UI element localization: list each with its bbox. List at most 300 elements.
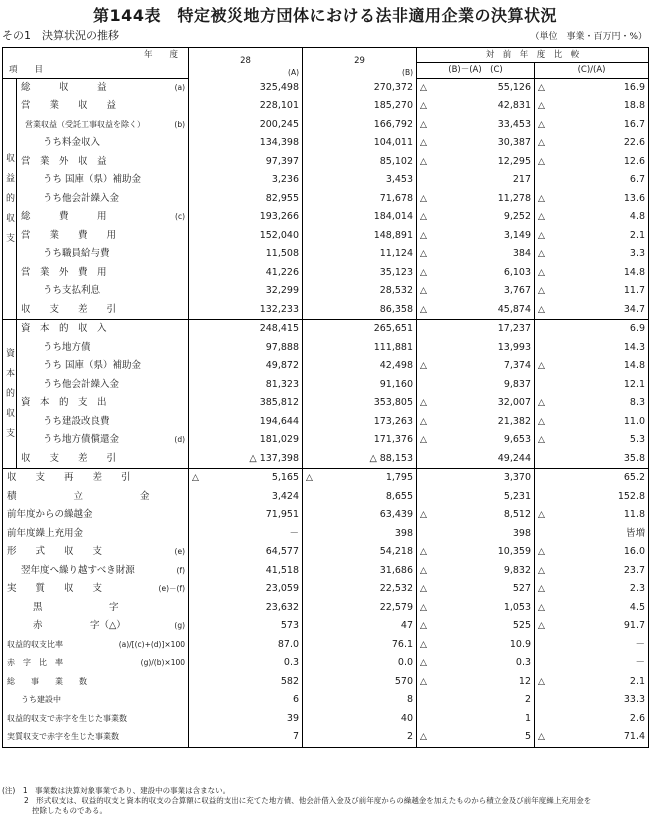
row-label: うち地方債 <box>43 341 91 353</box>
cell-28-value: 41,518 <box>265 564 300 576</box>
cell-29-value: 63,439 <box>379 509 414 521</box>
row-label: 黒 字 <box>33 601 119 613</box>
table-row <box>3 710 649 729</box>
cell-29-value: 570 <box>394 675 414 687</box>
row-ref: (c) <box>175 212 186 222</box>
cell-29 <box>303 376 417 395</box>
row-label: 収 支 差 引 <box>21 452 117 464</box>
table-row <box>3 357 649 376</box>
row-label-cell <box>17 394 189 413</box>
cell-28 <box>189 245 303 264</box>
negative-mark: △ <box>420 361 427 372</box>
group-label-income: 収益的収支 <box>3 78 17 320</box>
table-row <box>3 190 649 209</box>
cell-28 <box>189 728 303 747</box>
negative-mark: △ <box>420 119 427 130</box>
cell-29 <box>303 339 417 358</box>
row-label: 前年度からの繰越金 <box>7 509 93 521</box>
cell-28-value: 49,872 <box>265 360 300 372</box>
cell-28 <box>189 116 303 135</box>
table-row <box>3 78 649 97</box>
table-row <box>3 227 649 246</box>
cell-diff-value: 525 <box>512 620 532 632</box>
cell-29-value: 185,270 <box>373 100 414 112</box>
cell-28-value: 3,424 <box>271 490 300 502</box>
cell-ratio <box>535 78 649 97</box>
cell-29-value: 8,655 <box>385 490 414 502</box>
row-label-cell <box>3 636 189 655</box>
row-label-cell <box>17 190 189 209</box>
cell-29 <box>303 691 417 710</box>
table-row <box>3 728 649 747</box>
cell-ratio-value: 5.3 <box>629 434 646 446</box>
cell-29-value: 1,795 <box>385 472 414 484</box>
cell-diff <box>417 728 535 747</box>
cell-28-value: 6 <box>292 694 300 706</box>
cell-ratio <box>535 394 649 413</box>
negative-mark: △ <box>420 435 427 446</box>
cell-28 <box>189 469 303 488</box>
row-label-cell <box>17 116 189 135</box>
table-row <box>3 636 649 655</box>
cell-29-value: 22,579 <box>379 601 414 613</box>
cell-28 <box>189 227 303 246</box>
cell-diff-value: 13,993 <box>497 341 532 353</box>
row-ref: (a) <box>174 82 186 92</box>
cell-ratio-value: 22.6 <box>623 137 646 149</box>
header-row-1 <box>3 48 649 63</box>
row-label: 実 質 収 支 <box>7 583 103 595</box>
cell-29 <box>303 599 417 618</box>
negative-mark: △ <box>538 138 545 149</box>
table-row <box>3 431 649 450</box>
cell-28-value: 23,059 <box>265 583 300 595</box>
header-koumoku: 項 目 <box>9 65 44 76</box>
cell-ratio <box>535 580 649 599</box>
cell-diff-value: 7,374 <box>503 360 532 372</box>
cell-28 <box>189 691 303 710</box>
cell-diff <box>417 190 535 209</box>
cell-ratio <box>535 320 649 339</box>
cell-diff-value: 1 <box>524 712 532 724</box>
cell-29 <box>303 97 417 116</box>
cell-29-value: 86,358 <box>379 303 414 315</box>
cell-29-value: 54,218 <box>379 546 414 558</box>
negative-mark: △ <box>538 584 545 595</box>
cell-29-value: 0.0 <box>397 657 414 669</box>
cell-ratio-value: 4.8 <box>629 211 646 223</box>
cell-diff <box>417 301 535 320</box>
cell-diff <box>417 153 535 172</box>
cell-29 <box>303 506 417 525</box>
cell-28-value: 248,415 <box>259 323 300 335</box>
row-label-cell <box>17 78 189 97</box>
table-row <box>3 153 649 172</box>
cell-28 <box>189 153 303 172</box>
header-29-ref: (B) <box>402 68 414 77</box>
cell-29 <box>303 282 417 301</box>
negative-mark: △ <box>538 416 545 427</box>
cell-diff <box>417 208 535 227</box>
cell-29-value: △ 88,153 <box>369 452 414 464</box>
cell-29 <box>303 245 417 264</box>
row-label-cell <box>3 691 189 710</box>
cell-diff <box>417 710 535 729</box>
cell-29-value: 398 <box>394 527 414 539</box>
cell-29-value: 28,532 <box>379 285 414 297</box>
cell-28 <box>189 654 303 673</box>
row-label-cell <box>17 376 189 395</box>
cell-28 <box>189 413 303 432</box>
negative-mark: △ <box>538 82 545 93</box>
cell-28 <box>189 431 303 450</box>
negative-mark: △ <box>538 249 545 260</box>
negative-mark: △ <box>538 602 545 613</box>
negative-mark: △ <box>538 565 545 576</box>
cell-28-value: 71,951 <box>265 509 300 521</box>
row-label: 総 事 業 数 <box>7 676 87 686</box>
table-row <box>3 301 649 320</box>
cell-29 <box>303 116 417 135</box>
cell-diff-value: 30,387 <box>497 137 532 149</box>
cell-diff-value: 49,244 <box>497 452 532 464</box>
cell-ratio <box>535 525 649 544</box>
cell-ratio-value: 11.8 <box>623 509 646 521</box>
row-label: うち 国庫（県）補助金 <box>43 360 142 372</box>
row-label: 赤 字 比 率 <box>7 658 63 668</box>
cell-diff <box>417 617 535 636</box>
row-ref: (g)/(b)×100 <box>140 658 186 668</box>
cell-ratio <box>535 153 649 172</box>
row-label-cell <box>17 301 189 320</box>
cell-diff-value: 12,295 <box>497 155 532 167</box>
negative-mark: △ <box>538 156 545 167</box>
cell-diff-value: 5,231 <box>503 490 532 502</box>
table-row <box>3 134 649 153</box>
cell-28-value: 228,101 <box>259 100 300 112</box>
cell-diff-value: 398 <box>512 527 532 539</box>
cell-diff <box>417 691 535 710</box>
cell-29-value: 353,805 <box>373 397 414 409</box>
cell-28-value: 41,226 <box>265 266 300 278</box>
row-label-cell <box>17 357 189 376</box>
negative-mark: △ <box>420 732 427 743</box>
row-label-cell <box>17 171 189 190</box>
cell-diff <box>417 525 535 544</box>
negative-mark: △ <box>538 119 545 130</box>
cell-ratio-value: 8.3 <box>629 397 646 409</box>
cell-28 <box>189 636 303 655</box>
cell-diff <box>417 357 535 376</box>
cell-diff <box>417 413 535 432</box>
row-label: 形 式 収 支 <box>7 546 103 558</box>
header-29: 29 <box>354 56 365 66</box>
cell-28 <box>189 78 303 97</box>
cell-29 <box>303 488 417 507</box>
cell-ratio-value: 6.9 <box>629 323 646 335</box>
row-label-cell <box>17 264 189 283</box>
cell-ratio-value: 12.1 <box>623 378 646 390</box>
cell-29-value: 40 <box>400 712 414 724</box>
cell-28 <box>189 488 303 507</box>
cell-diff-value: 5 <box>524 731 532 743</box>
table-row <box>3 413 649 432</box>
row-label: 総 費 用 <box>21 211 107 223</box>
cell-29 <box>303 413 417 432</box>
negative-mark: △ <box>420 565 427 576</box>
table-row <box>3 320 649 339</box>
cell-29-value: 22,532 <box>379 583 414 595</box>
cell-29-value: 111,881 <box>373 341 414 353</box>
cell-diff-value: 2 <box>524 694 532 706</box>
table-row <box>3 282 649 301</box>
cell-28 <box>189 450 303 469</box>
cell-ratio-value: 16.9 <box>623 81 646 93</box>
cell-ratio-value: 23.7 <box>623 564 646 576</box>
negative-mark: △ <box>192 473 199 484</box>
negative-mark: △ <box>420 138 427 149</box>
cell-diff-value: 11,278 <box>497 192 532 204</box>
table-row <box>3 599 649 618</box>
cell-diff <box>417 431 535 450</box>
cell-ratio <box>535 339 649 358</box>
cell-diff-value: 9,832 <box>503 564 532 576</box>
cell-ratio-value: 14.8 <box>623 360 646 372</box>
table-row <box>3 376 649 395</box>
cell-diff <box>417 97 535 116</box>
cell-ratio <box>535 636 649 655</box>
cell-29-value: 11,124 <box>379 248 414 260</box>
row-label-cell <box>17 282 189 301</box>
group-label-capital: 資本的収支 <box>3 320 17 469</box>
cell-ratio <box>535 469 649 488</box>
negative-mark: △ <box>538 286 545 297</box>
negative-mark: △ <box>420 584 427 595</box>
cell-ratio-value: 16.7 <box>623 118 646 130</box>
cell-29-value: 270,372 <box>373 81 414 93</box>
cell-ratio <box>535 673 649 692</box>
cell-28-value: △ 137,398 <box>249 452 300 464</box>
cell-diff <box>417 673 535 692</box>
cell-28 <box>189 673 303 692</box>
table-row <box>3 450 649 469</box>
row-ref: (e) <box>174 547 186 557</box>
negative-mark: △ <box>538 101 545 112</box>
cell-ratio <box>535 654 649 673</box>
negative-mark: △ <box>420 193 427 204</box>
cell-29 <box>303 636 417 655</box>
cell-diff-value: 42,831 <box>497 100 532 112</box>
cell-28-value: 11,508 <box>265 248 300 260</box>
cell-ratio-value: 65.2 <box>623 472 646 484</box>
negative-mark: △ <box>420 398 427 409</box>
cell-diff-value: 10,359 <box>497 546 532 558</box>
negative-mark: △ <box>420 658 427 669</box>
cell-ratio-value: 11.7 <box>623 285 646 297</box>
cell-diff-value: 3,149 <box>503 229 532 241</box>
cell-diff <box>417 654 535 673</box>
cell-29-value: 71,678 <box>379 192 414 204</box>
row-label: 営 業 費 用 <box>21 229 117 241</box>
cell-29 <box>303 153 417 172</box>
row-label: うち建設中 <box>21 695 61 705</box>
cell-diff <box>417 580 535 599</box>
row-label: 収 支 再 差 引 <box>7 472 131 484</box>
table-row <box>3 506 649 525</box>
cell-ratio-value: 皆増 <box>626 527 646 539</box>
cell-28-value: 39 <box>286 712 300 724</box>
negative-mark: △ <box>538 193 545 204</box>
cell-28 <box>189 301 303 320</box>
negative-mark: △ <box>420 212 427 223</box>
cell-28-value: 193,266 <box>259 211 300 223</box>
cell-ratio <box>535 376 649 395</box>
cell-diff-value: 45,874 <box>497 303 532 315</box>
cell-ratio-value: 34.7 <box>623 303 646 315</box>
cell-28-value: 0.3 <box>283 657 300 669</box>
row-label: 営業収益（受託工事収益を除く） <box>25 119 145 129</box>
cell-28 <box>189 599 303 618</box>
cell-ratio-value: 2.6 <box>629 712 646 724</box>
cell-diff-value: 3,370 <box>503 472 532 484</box>
cell-diff <box>417 134 535 153</box>
cell-ratio <box>535 691 649 710</box>
negative-mark: △ <box>420 249 427 260</box>
cell-28-value: 82,955 <box>265 192 300 204</box>
footnotes <box>2 786 648 816</box>
cell-diff-value: 1,053 <box>503 601 532 613</box>
negative-mark: △ <box>420 510 427 521</box>
negative-mark: △ <box>538 304 545 315</box>
cell-28 <box>189 97 303 116</box>
cell-diff-value: 9,837 <box>503 378 532 390</box>
header-28: 28 <box>240 56 251 66</box>
cell-ratio-value: 6.7 <box>629 174 646 186</box>
negative-mark: △ <box>538 212 545 223</box>
cell-28-value: 573 <box>280 620 300 632</box>
table-row <box>3 245 649 264</box>
cell-28 <box>189 320 303 339</box>
negative-mark: △ <box>420 286 427 297</box>
cell-29-value: 85,102 <box>379 155 414 167</box>
cell-28-value: 200,245 <box>259 118 300 130</box>
cell-28 <box>189 376 303 395</box>
footnote-1-text: 1 事業数は決算対象事業であり、建設中の事業は含まない。 <box>22 786 231 795</box>
cell-29-value: 3,453 <box>385 174 414 186</box>
cell-28 <box>189 710 303 729</box>
cell-29 <box>303 728 417 747</box>
cell-28-value: 97,397 <box>265 155 300 167</box>
row-label: うち建設改良費 <box>43 415 110 427</box>
cell-ratio-value: 91.7 <box>623 620 646 632</box>
negative-mark: △ <box>306 473 313 484</box>
cell-28-value: 87.0 <box>277 638 300 650</box>
row-ref: (a)/[(c)+(d)]×100 <box>118 639 186 649</box>
negative-mark: △ <box>538 267 545 278</box>
cell-ratio-value: － <box>635 657 646 669</box>
row-label-cell <box>17 450 189 469</box>
row-label-cell <box>3 617 189 636</box>
cell-ratio <box>535 488 649 507</box>
cell-29 <box>303 301 417 320</box>
cell-28 <box>189 506 303 525</box>
negative-mark: △ <box>538 547 545 558</box>
cell-ratio-value: 13.6 <box>623 192 646 204</box>
negative-mark: △ <box>420 267 427 278</box>
cell-ratio-value: 14.8 <box>623 266 646 278</box>
cell-ratio-value: 4.5 <box>629 601 646 613</box>
negative-mark: △ <box>420 156 427 167</box>
table-row <box>3 654 649 673</box>
footnote-1 <box>2 786 648 796</box>
cell-diff <box>417 469 535 488</box>
row-label: 営 業 収 益 <box>21 100 117 112</box>
row-label: 赤 字（△） <box>33 620 126 632</box>
cell-ratio <box>535 264 649 283</box>
table-row <box>3 543 649 562</box>
cell-29 <box>303 134 417 153</box>
negative-mark: △ <box>538 621 545 632</box>
cell-29 <box>303 431 417 450</box>
cell-diff-value: 12 <box>518 675 532 687</box>
cell-28 <box>189 562 303 581</box>
header-ratio: (C)/(A) <box>535 63 649 78</box>
cell-ratio-value: 35.8 <box>623 452 646 464</box>
cell-diff <box>417 394 535 413</box>
negative-mark: △ <box>420 416 427 427</box>
table-row <box>3 208 649 227</box>
cell-diff-value: 8,512 <box>503 509 532 521</box>
unit-note: （単位 事業・百万円・%） <box>530 32 647 42</box>
cell-28-value: 81,323 <box>265 378 300 390</box>
cell-ratio-value: 14.3 <box>623 341 646 353</box>
cell-29 <box>303 190 417 209</box>
cell-29-value: 104,011 <box>373 137 414 149</box>
cell-diff-value: 17,237 <box>497 323 532 335</box>
cell-diff <box>417 320 535 339</box>
footnote-2-text: 2 形式収支は、収益的収支と資本的収支の合算額に収益的支出に充てた地方債、他会計借入金及び前年度からの繰越金を加えたものから積立金及び前年度繰上充用金を <box>24 796 592 805</box>
table-row <box>3 617 649 636</box>
row-label-cell <box>17 153 189 172</box>
cell-28 <box>189 171 303 190</box>
cell-ratio <box>535 208 649 227</box>
cell-ratio-value: 2.1 <box>629 675 646 687</box>
row-label: うち他会計繰入金 <box>43 192 120 204</box>
row-label-cell <box>3 710 189 729</box>
cell-ratio <box>535 506 649 525</box>
cell-28-value: － <box>289 527 300 539</box>
cell-diff <box>417 506 535 525</box>
cell-28 <box>189 208 303 227</box>
cell-29-value: 171,376 <box>373 434 414 446</box>
cell-ratio-value: 12.6 <box>623 155 646 167</box>
cell-29-value: 76.1 <box>391 638 414 650</box>
cell-28-value: 582 <box>280 675 300 687</box>
cell-29 <box>303 562 417 581</box>
row-label: うち地方債償還金 <box>43 434 120 446</box>
table-subtitle: その1 決算状況の推移 <box>2 29 119 42</box>
row-label: 収 支 差 引 <box>21 303 117 315</box>
cell-29 <box>303 469 417 488</box>
negative-mark: △ <box>538 230 545 241</box>
negative-mark: △ <box>420 547 427 558</box>
cell-28-value: 385,812 <box>259 397 300 409</box>
cell-diff <box>417 282 535 301</box>
cell-ratio <box>535 171 649 190</box>
cell-29 <box>303 171 417 190</box>
row-label-cell <box>17 208 189 227</box>
negative-mark: △ <box>538 361 545 372</box>
